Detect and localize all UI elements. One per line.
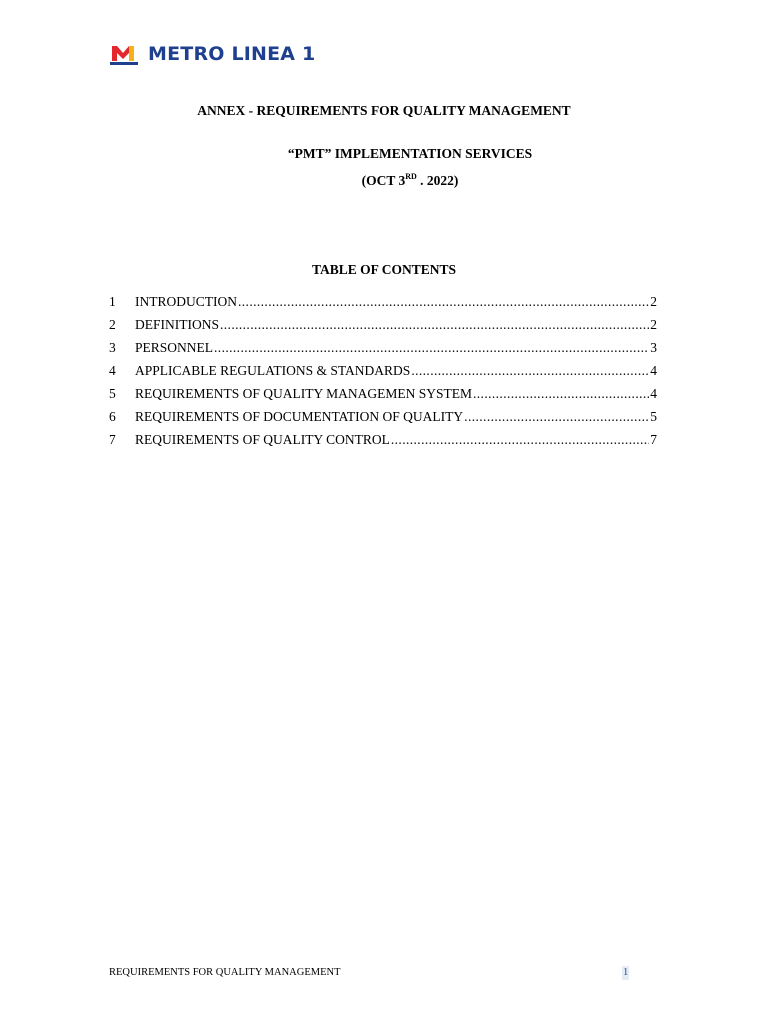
toc-dot-leader xyxy=(464,408,649,426)
footer-page-number: 1 xyxy=(623,967,629,978)
service-title: “PMT” IMPLEMENTATION SERVICES xyxy=(287,146,533,161)
toc-entry-title: DEFINITIONS xyxy=(135,317,219,332)
toc-entry-number: 1 xyxy=(109,294,116,309)
toc-entry-number: 4 xyxy=(109,363,116,378)
date-prefix: (OCT 3 xyxy=(361,173,406,188)
toc-dot-leader xyxy=(473,385,649,403)
toc-dot-leader xyxy=(220,316,649,334)
toc-entry-page: 2 xyxy=(650,294,657,309)
footer-title: REQUIREMENTS FOR QUALITY MANAGEMENT xyxy=(109,967,341,978)
toc-entry-regulations[interactable] xyxy=(109,362,657,385)
toc-entry-page: 4 xyxy=(650,386,657,401)
document-date xyxy=(26,173,768,189)
toc-entry-title: APPLICABLE REGULATIONS & STANDARDS xyxy=(135,363,411,378)
toc-dot-leader xyxy=(391,431,649,449)
toc-entry-quality-control[interactable] xyxy=(109,431,657,454)
toc-entry-number: 6 xyxy=(109,409,116,424)
toc-entry-documentation[interactable] xyxy=(109,408,657,431)
toc-entry-title: REQUIREMENTS OF DOCUMENTATION OF QUALITY xyxy=(135,409,464,424)
annex-title: ANNEX - REQUIREMENTS FOR QUALITY MANAGEMENT xyxy=(197,103,571,118)
logo-text: METRO LINEA 1 xyxy=(148,43,316,65)
toc-heading-text: TABLE OF CONTENTS xyxy=(311,262,457,277)
toc-entry-number: 5 xyxy=(109,386,116,401)
toc-entry-page: 5 xyxy=(650,409,657,424)
toc-entry-page: 3 xyxy=(650,340,657,355)
toc-entry-quality-system[interactable] xyxy=(109,385,657,408)
toc-entry-title: REQUIREMENTS OF QUALITY MANAGEMEN SYSTEM xyxy=(135,386,472,401)
toc-dot-leader xyxy=(411,362,649,380)
company-logo xyxy=(109,42,315,66)
toc-entry-number: 2 xyxy=(109,317,116,332)
toc-entry-title: PERSONNEL xyxy=(135,340,214,355)
date-superscript: RD xyxy=(405,171,417,181)
date-suffix: . 2022) xyxy=(416,173,459,188)
toc-entry-page: 2 xyxy=(650,317,657,332)
toc-entry-page: 4 xyxy=(650,363,657,378)
table-of-contents xyxy=(109,293,657,454)
toc-entry-title: REQUIREMENTS OF QUALITY CONTROL xyxy=(135,432,390,447)
toc-entry-title: INTRODUCTION xyxy=(135,294,237,309)
toc-heading xyxy=(0,262,768,278)
metro-m-logo-icon xyxy=(109,42,139,66)
toc-entry-introduction[interactable] xyxy=(109,293,657,316)
toc-entry-definitions[interactable] xyxy=(109,316,657,339)
toc-entry-personnel[interactable] xyxy=(109,339,657,362)
toc-entry-page: 7 xyxy=(650,432,657,447)
toc-dot-leader xyxy=(238,293,649,311)
toc-entry-number: 3 xyxy=(109,340,116,355)
toc-dot-leader xyxy=(214,339,649,357)
toc-entry-number: 7 xyxy=(109,432,116,447)
